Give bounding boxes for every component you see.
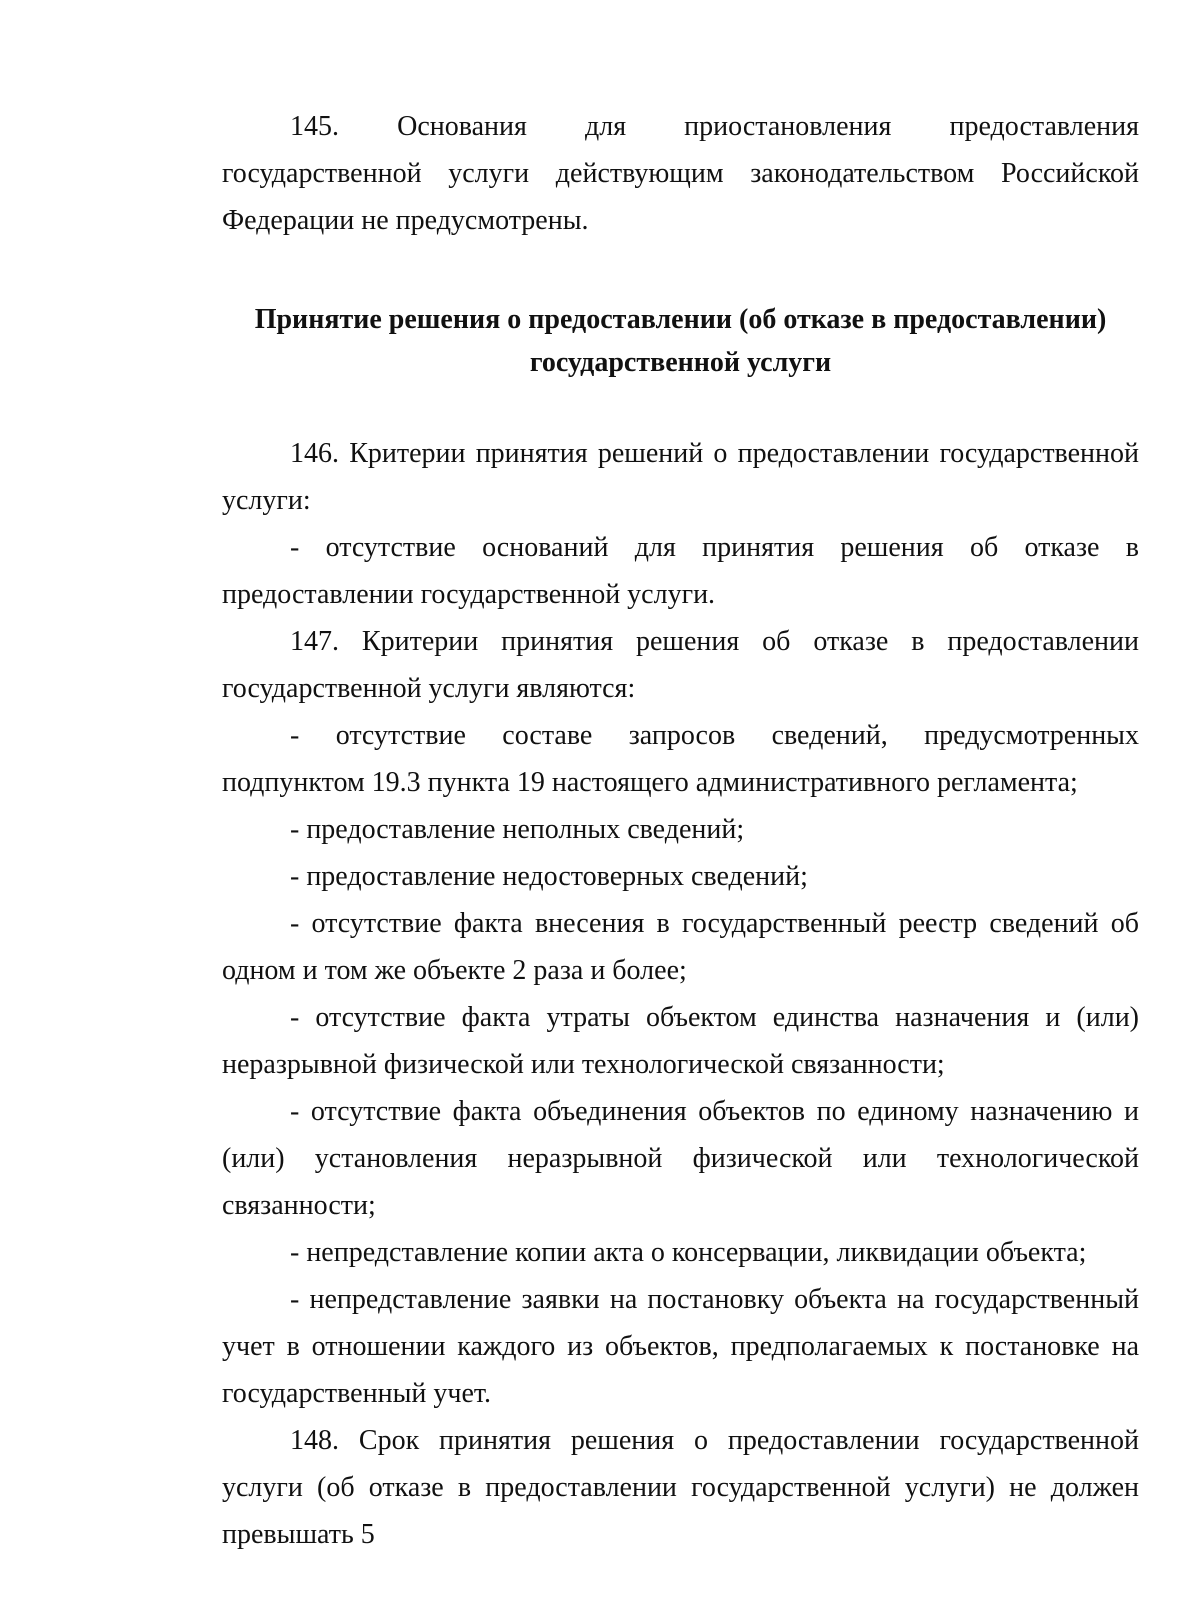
document-body	[222, 103, 1139, 1558]
list-item-147-4: - отсутствие факта внесения в государственный реестр сведений об одном и том же объекте 2 раза и более;	[222, 908, 1139, 986]
paragraph-145: 145. Основания для приостановления предоставления государственной услуги действующим законодательством Российской Федерации не предусмотрены.	[222, 111, 1139, 236]
paragraph-146: 146. Критерии принятия решений о предоставлении государственной услуги:	[222, 438, 1139, 516]
paragraph-147: 147. Критерии принятия решения об отказе в предоставлении государственной услуги являются:	[222, 626, 1139, 704]
list-item-147-2: - предоставление неполных сведений;	[290, 814, 745, 845]
section-heading	[222, 298, 1139, 384]
list-item-147-7: - непредставление копии акта о консервации, ликвидации объекта;	[290, 1237, 1087, 1268]
section-heading-line-1: Принятие решения о предоставлении (об отказе в предоставлении)	[254, 304, 1107, 335]
list-item-147-8: - непредставление заявки на постановку объекта на государственный учет в отношении каждого из объектов, предполагаемых к постановке на государственный учет.	[222, 1284, 1139, 1409]
list-item-147-3: - предоставление недостоверных сведений;	[290, 861, 808, 892]
list-item-147-5: - отсутствие факта утраты объектом единства назначения и (или) неразрывной физической или технологической связанности;	[222, 1002, 1139, 1080]
paragraph-148: 148. Срок принятия решения о предоставлении государственной услуги (об отказе в предоставлении государственной услуги) не должен превышать 5	[222, 1425, 1139, 1550]
list-item-147-1: - отсутствие составе запросов сведений, предусмотренных подпунктом 19.3 пункта 19 настоящего административного регламента;	[222, 720, 1139, 798]
list-item-147-6: - отсутствие факта объединения объектов по единому назначению и (или) установления неразрывной физической или технологической связанности;	[222, 1096, 1139, 1221]
list-item-146-1: - отсутствие оснований для принятия решения об отказе в предоставлении государственной услуги.	[222, 532, 1139, 610]
section-heading-line-2: государственной услуги	[529, 347, 832, 378]
